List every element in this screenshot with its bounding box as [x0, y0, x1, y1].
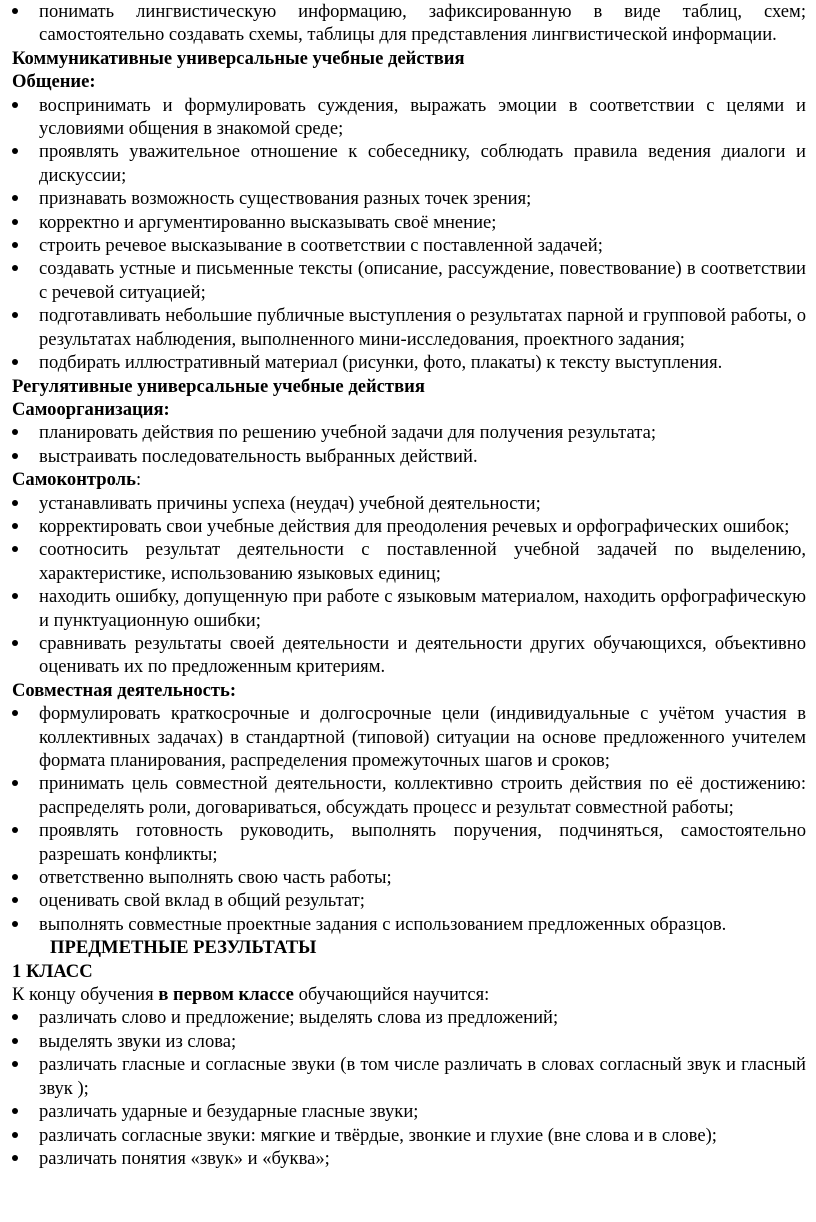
list-item: различать согласные звуки: мягкие и твёрдые, звонкие и глухие (вне слова и в слове); [12, 1124, 806, 1147]
section-heading-label: Самоконтроль [12, 469, 136, 491]
list-item: оценивать свой вклад в общий результат; [12, 889, 806, 912]
list-item: строить речевое высказывание в соответствии с поставленной задачей; [12, 234, 806, 257]
intro-before: К концу обучения [12, 984, 159, 1006]
list-item: различать понятия «звук» и «буква»; [12, 1147, 806, 1170]
list-item: проявлять готовность руководить, выполнять поручения, подчиняться, самостоятельно разрешать конфликты; [12, 819, 806, 866]
list-item: корректно и аргументированно высказывать своё мнение; [12, 211, 806, 234]
section-heading-suffix: : [135, 469, 142, 491]
document-body [12, 0, 806, 1170]
list-item: выстраивать последовательность выбранных действий. [12, 445, 806, 468]
intro-paragraph [12, 983, 806, 1006]
list-item: проявлять уважительное отношение к собеседнику, соблюдать правила ведения диалоги и дискуссии; [12, 140, 806, 187]
list-item: воспринимать и формулировать суждения, выражать эмоции в соответствии с целями и условиями общения в знакомой среде; [12, 94, 806, 141]
list-item: различать слово и предложение; выделять слова из предложений; [12, 1006, 806, 1029]
section-heading: Коммуникативные универсальные учебные действия [12, 47, 465, 69]
list-item: различать гласные и согласные звуки (в том числе различать в словах согласный звук и гласный звук ); [12, 1053, 806, 1100]
section-heading: 1 КЛАСС [12, 960, 93, 982]
section-heading: Совместная деятельность: [12, 679, 237, 701]
section-heading: Регулятивные универсальные учебные действия [12, 375, 425, 397]
list-item: находить ошибку, допущенную при работе с языковым материалом, находить орфографическую и пунктуационную ошибки; [12, 585, 806, 632]
intro-after: обучающийся научится: [293, 984, 490, 1006]
list-item: различать ударные и безударные гласные звуки; [12, 1100, 806, 1123]
list-item: подготавливать небольшие публичные выступления о результатах парной и групповой работы, о результатах наблюдения, выполненного мини-исследования, проектного задания; [12, 304, 806, 351]
list-item: устанавливать причины успеха (неудач) учебной деятельности; [12, 492, 806, 515]
list-item: выделять звуки из слова; [12, 1030, 806, 1053]
list-item: признавать возможность существования разных точек зрения; [12, 187, 806, 210]
list-item: выполнять совместные проектные задания с использованием предложенных образцов. [12, 913, 806, 936]
section-heading: Общение: [12, 71, 96, 93]
section-heading: Самоорганизация: [12, 398, 170, 420]
list-item: корректировать свои учебные действия для преодоления речевых и орфографических ошибок; [12, 515, 806, 538]
list-item: соотносить результат деятельности с поставленной учебной задачей по выделению, характеристике, использованию языковых единиц; [12, 538, 806, 585]
list-item: понимать лингвистическую информацию, зафиксированную в виде таблиц, схем; самостоятельно создавать схемы, таблицы для представления лингвистической информации. [12, 0, 806, 47]
list-item: планировать действия по решению учебной задачи для получения результата; [12, 421, 806, 444]
list-item: сравнивать результаты своей деятельности и деятельности других обучающихся, объективно оценивать их по предложенным критериям. [12, 632, 806, 679]
list-item: создавать устные и письменные тексты (описание, рассуждение, повествование) в соответствии с речевой ситуацией; [12, 257, 806, 304]
list-item: подбирать иллюстративный материал (рисунки, фото, плакаты) к тексту выступления. [12, 351, 806, 374]
list-item: формулировать краткосрочные и долгосрочные цели (индивидуальные с учётом участия в коллективных задачах) в стандартной (типовой) ситуации на основе предложенного учителем формата планирования, распределения промежуточных шагов и сроков; [12, 702, 806, 772]
intro-bold: в первом классе [158, 984, 294, 1006]
page-title: ПРЕДМЕТНЫЕ РЕЗУЛЬТАТЫ [50, 937, 317, 959]
list-item: ответственно выполнять свою часть работы; [12, 866, 806, 889]
section-heading [12, 468, 806, 491]
list-item: принимать цель совместной деятельности, коллективно строить действия по её достижению: распределять роли, договариваться, обсуждать процесс и результат совместной работы; [12, 772, 806, 819]
